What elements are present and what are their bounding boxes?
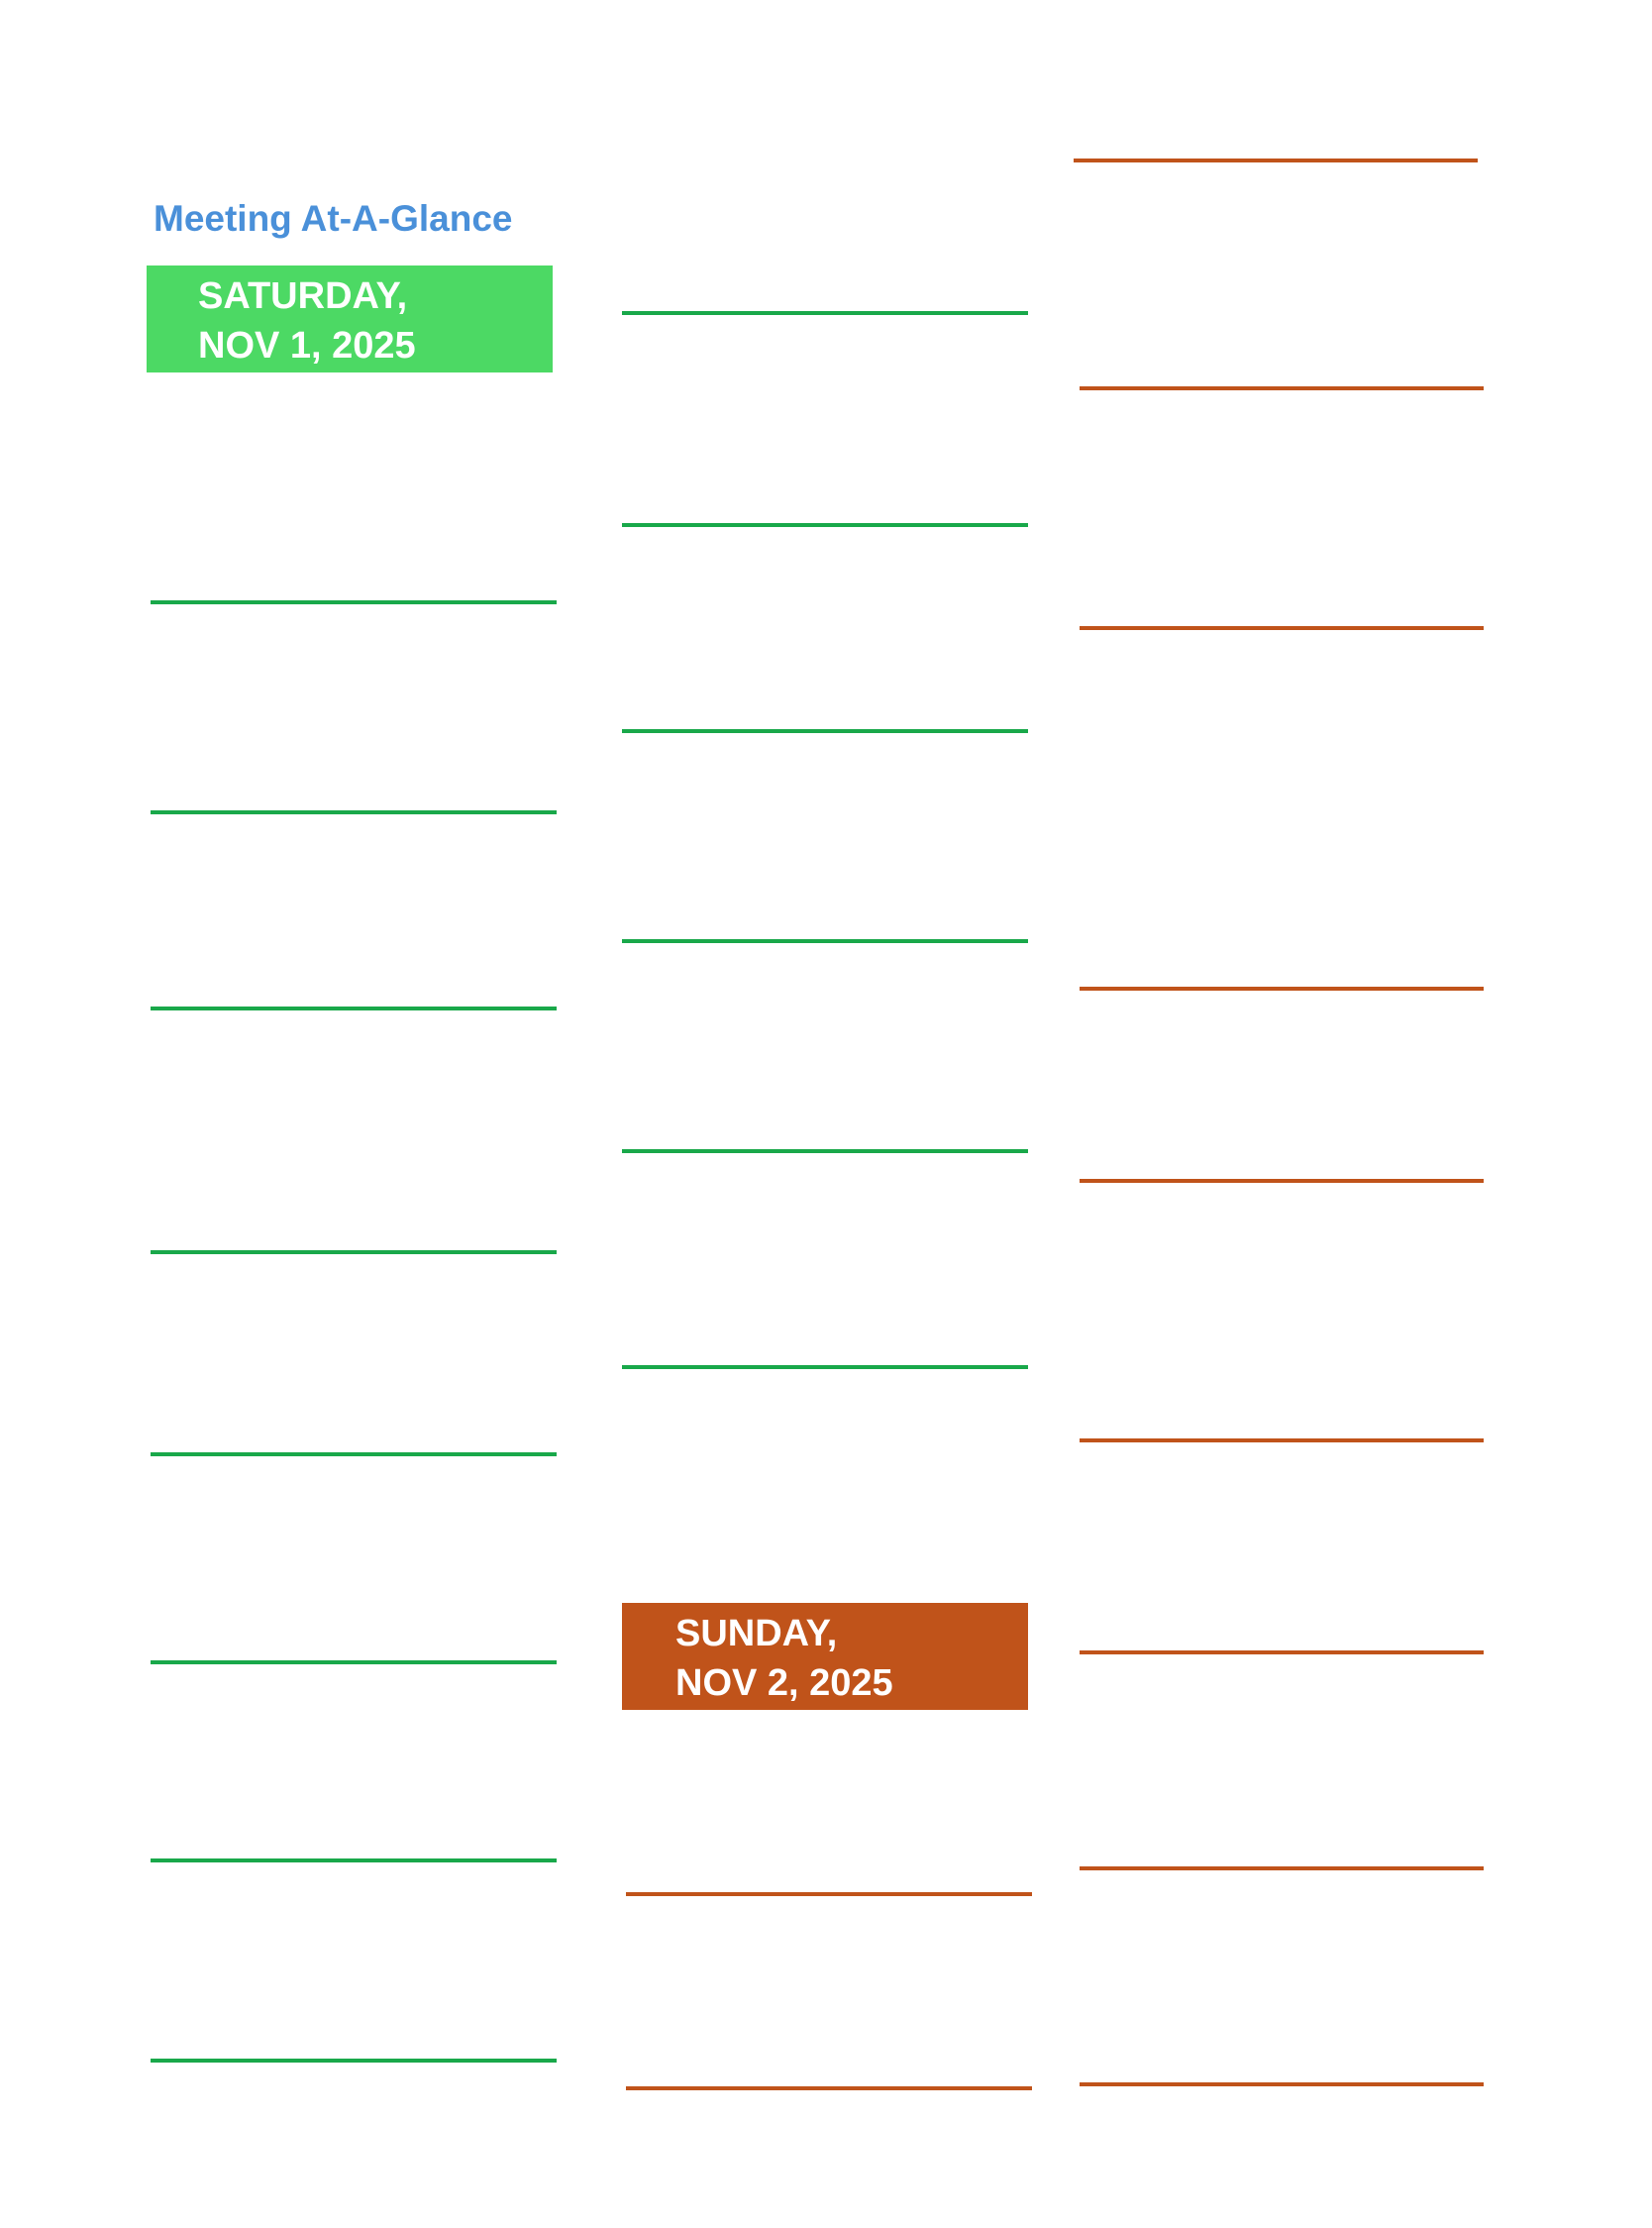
page-title: Meeting At-A-Glance <box>154 198 513 239</box>
section-divider <box>151 600 557 604</box>
section-divider <box>1080 987 1484 991</box>
section-divider <box>151 810 557 814</box>
section-divider <box>626 1892 1032 1896</box>
section-divider <box>622 1365 1022 1369</box>
section-divider <box>1080 626 1484 630</box>
section-divider <box>1080 1438 1484 1442</box>
section-divider <box>151 1858 557 1862</box>
section-divider <box>1074 159 1478 162</box>
section-divider <box>151 1452 557 1456</box>
section-divider <box>622 523 1028 527</box>
section-divider <box>151 1250 557 1254</box>
section-divider <box>151 2059 557 2063</box>
section-divider <box>1080 1650 1484 1654</box>
saturday-banner <box>147 265 553 372</box>
section-divider <box>622 311 1028 315</box>
section-divider <box>151 1007 557 1010</box>
section-divider <box>1080 386 1484 390</box>
section-divider <box>1080 1866 1484 1870</box>
section-divider <box>1080 2082 1484 2086</box>
sunday-banner-line1: SUNDAY, <box>675 1613 838 1654</box>
saturday-banner-line2: NOV 1, 2025 <box>198 325 416 367</box>
section-divider <box>622 1149 1028 1153</box>
section-divider <box>151 1660 557 1664</box>
sunday-banner <box>622 1603 1028 1710</box>
sunday-banner-line2: NOV 2, 2025 <box>675 1662 893 1704</box>
section-divider <box>622 939 1028 943</box>
section-divider <box>626 2086 1032 2090</box>
section-divider <box>1080 1179 1484 1183</box>
section-divider <box>622 729 1028 733</box>
saturday-banner-line1: SATURDAY, <box>198 275 408 317</box>
